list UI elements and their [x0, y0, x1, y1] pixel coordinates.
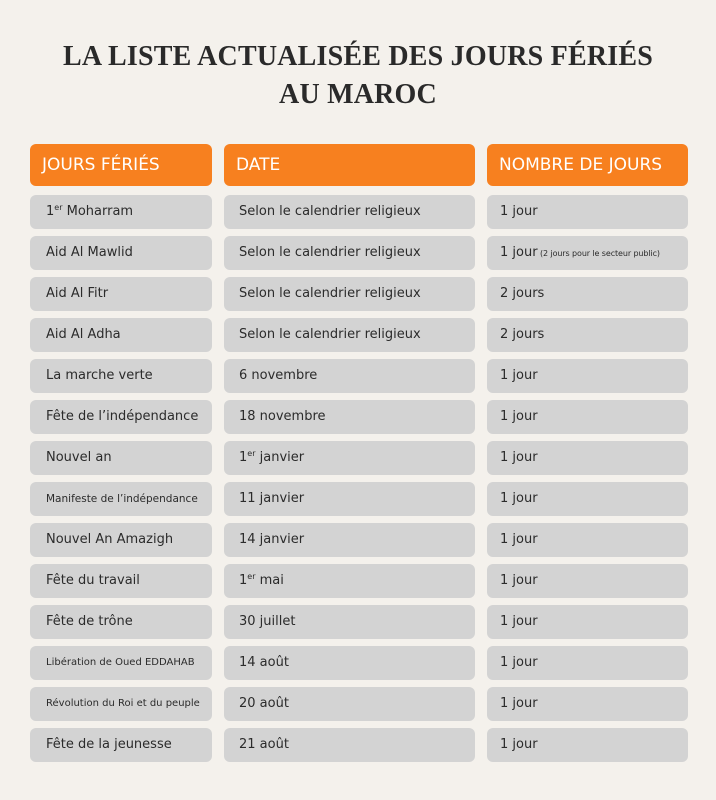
date-cell: 6 novembre [224, 359, 475, 393]
header-date: DATE [224, 144, 475, 186]
holiday-cell: Libération de Oued EDDAHAB [30, 646, 212, 680]
days-note: (2 jours pour le secteur public) [537, 249, 660, 258]
table-row [0, 646, 716, 687]
days-cell: 1 jour [487, 687, 688, 721]
header-days: NOMBRE DE JOURS [487, 144, 688, 186]
holiday-cell: Aid Al Mawlid [30, 236, 212, 270]
date-cell: Selon le calendrier religieux [224, 195, 475, 229]
days-cell: 1 jour [487, 728, 688, 762]
table-row [0, 400, 716, 441]
days-cell: 1 jour [487, 523, 688, 557]
days-cell: 2 jours [487, 318, 688, 352]
holiday-cell: Nouvel An Amazigh [30, 523, 212, 557]
holiday-cell: Manifeste de l’indépendance [30, 482, 212, 516]
days-cell: 2 jours [487, 277, 688, 311]
table-row [0, 277, 716, 318]
date-cell: Selon le calendrier religieux [224, 236, 475, 270]
date-cell: 11 janvier [224, 482, 475, 516]
date-cell: 1er mai [224, 564, 475, 598]
table-row [0, 359, 716, 400]
days-cell: 1 jour [487, 195, 688, 229]
holiday-cell: Nouvel an [30, 441, 212, 475]
table-row [0, 605, 716, 646]
date-cell: Selon le calendrier religieux [224, 318, 475, 352]
table-row [0, 236, 716, 277]
title-line-1: LA LISTE ACTUALISÉE DES JOURS FÉRIÉS [63, 41, 653, 72]
date-cell: 30 juillet [224, 605, 475, 639]
holiday-cell: Aid Al Fitr [30, 277, 212, 311]
date-cell: 1er janvier [224, 441, 475, 475]
date-cell: 20 août [224, 687, 475, 721]
days-cell: 1 jour [487, 482, 688, 516]
holiday-cell: Fête de trône [30, 605, 212, 639]
date-cell: 14 août [224, 646, 475, 680]
date-cell: 14 janvier [224, 523, 475, 557]
table-row [0, 318, 716, 359]
page-title [0, 38, 716, 114]
holiday-table [0, 195, 716, 769]
holiday-cell: Fête du travail [30, 564, 212, 598]
holiday-cell: Fête de l’indépendance [30, 400, 212, 434]
days-cell: 1 jour [487, 564, 688, 598]
table-row [0, 564, 716, 605]
header-holiday: JOURS FÉRIÉS [30, 144, 212, 186]
title-line-2: AU MAROC [279, 79, 437, 110]
holiday-cell: La marche verte [30, 359, 212, 393]
days-cell: 1 jour (2 jours pour le secteur public) [487, 236, 688, 270]
holiday-cell: 1er Moharram [30, 195, 212, 229]
date-cell: 21 août [224, 728, 475, 762]
days-cell: 1 jour [487, 646, 688, 680]
table-row [0, 728, 716, 769]
holiday-cell: Révolution du Roi et du peuple [30, 687, 212, 721]
date-cell: Selon le calendrier religieux [224, 277, 475, 311]
table-row [0, 441, 716, 482]
date-cell: 18 novembre [224, 400, 475, 434]
days-cell: 1 jour [487, 605, 688, 639]
days-cell: 1 jour [487, 400, 688, 434]
days-cell: 1 jour [487, 441, 688, 475]
table-row [0, 195, 716, 236]
table-row [0, 687, 716, 728]
holiday-cell: Fête de la jeunesse [30, 728, 212, 762]
table-row [0, 482, 716, 523]
days-cell: 1 jour [487, 359, 688, 393]
holiday-cell: Aid Al Adha [30, 318, 212, 352]
table-row [0, 523, 716, 564]
